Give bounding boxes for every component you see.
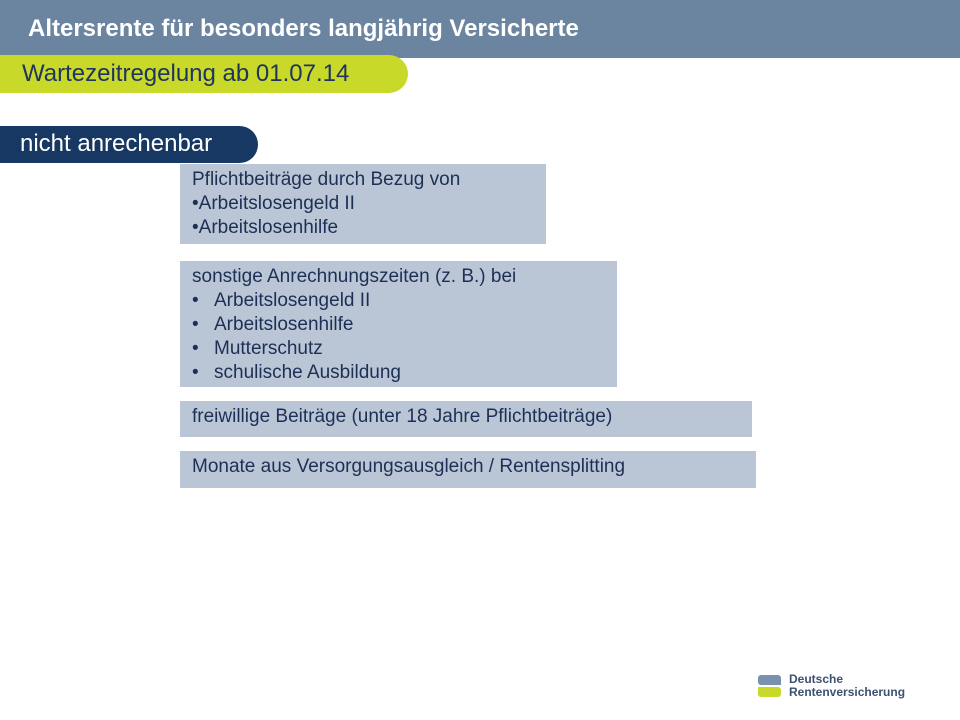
logo-text: [789, 673, 905, 699]
list-item: [192, 289, 605, 313]
box1-line: Pflichtbeiträge durch Bezug von: [192, 169, 461, 190]
subtitle-banner: [0, 55, 408, 93]
box1-line: •Arbeitslosenhilfe: [192, 217, 339, 238]
logo-line1: Deutsche: [789, 672, 844, 686]
section-label-banner: [0, 126, 258, 163]
list-item-label: schulische Ausbildung: [214, 362, 401, 383]
page-title: Altersrente für besonders langjährig Versicherte: [28, 15, 579, 42]
list-item-label: Arbeitslosengeld II: [214, 290, 371, 311]
list-item-label: Arbeitslosenhilfe: [214, 314, 354, 335]
box-anrechnungszeiten: [180, 261, 617, 387]
logo-mark-icon: [758, 675, 781, 685]
bullet-icon: •: [192, 314, 199, 335]
list-item: [192, 361, 605, 385]
list-item-label: Mutterschutz: [214, 338, 323, 359]
list-item: [192, 313, 605, 337]
logo-mark-icon: [758, 687, 781, 697]
box1-line: •Arbeitslosengeld II: [192, 193, 355, 214]
box3-text: freiwillige Beiträge (unter 18 Jahre Pflichtbeiträge): [192, 406, 613, 427]
bullet-icon: •: [192, 362, 199, 383]
box2-heading: sonstige Anrechnungszeiten (z. B.) bei: [192, 266, 517, 287]
logo-line2: Rentenversicherung: [789, 685, 906, 699]
box-pflichtbeitraege: [180, 164, 546, 244]
bullet-icon: •: [192, 290, 199, 311]
page-subtitle: Wartezeitregelung ab 01.07.14: [22, 60, 350, 87]
section-label: nicht anrechenbar: [20, 130, 213, 157]
list-item: [192, 337, 605, 361]
box-versorgungsausgleich: [180, 451, 756, 488]
box4-text: Monate aus Versorgungsausgleich / Rentensplitting: [192, 456, 626, 477]
title-bar: [0, 0, 960, 58]
bullet-icon: •: [192, 338, 199, 359]
box-freiwillige-beitraege: [180, 401, 752, 437]
